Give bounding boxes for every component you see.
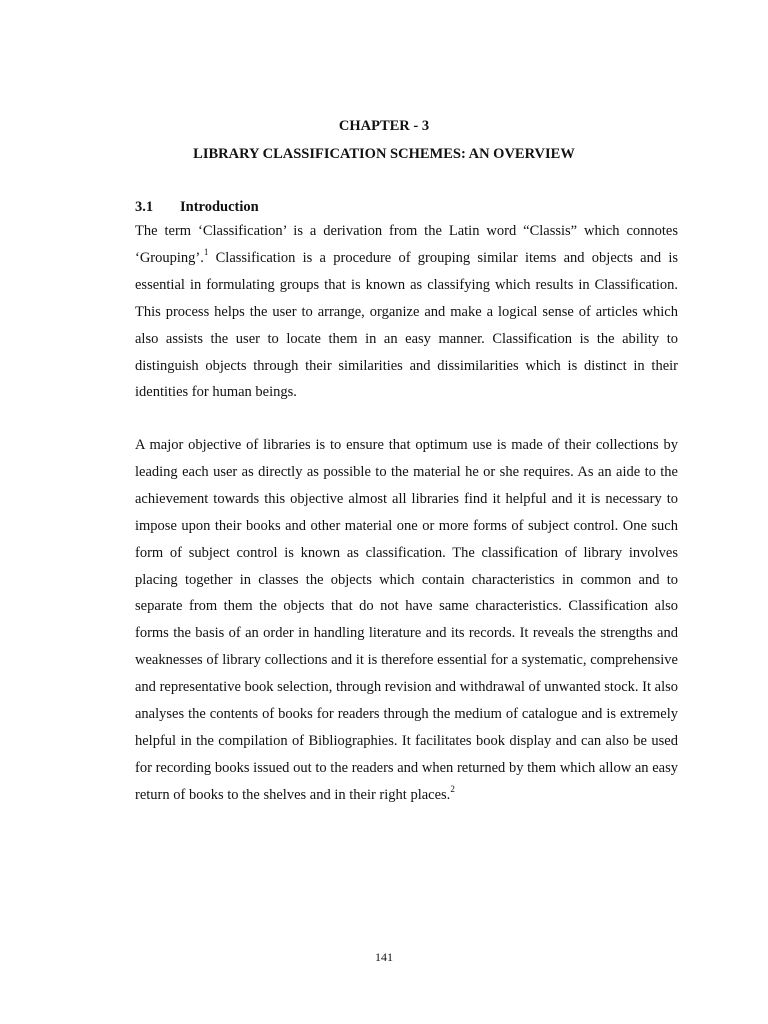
chapter-title: LIBRARY CLASSIFICATION SCHEMES: AN OVERVIEW <box>193 146 575 162</box>
chapter-number: CHAPTER - 3 <box>338 118 430 134</box>
objective-paragraph-text: A major objective of libraries is to ensure that optimum use is made of their collections by leading each user as directly as possible to the material he or she requires. As an aide to the achievement towards this objective almost all libraries find it helpful and it is necessary to impose upon their books and other material one or more forms of subject control. One such form of subject control is known as classification. The classification of library involves placing together in classes the objects which contain characteristics in common and to separate from them the objects that do not have same characteristics. Classification also forms the basis of an order in handling literature and its records. It reveals the strengths and weaknesses of library collections and it is therefore essential for a systematic, comprehensive and representative book selection, through revision and withdrawal of unwanted stock. It also analyses the contents of books for readers through the medium of catalogue and is extremely helpful in the compilation of Bibliographies. It facilitates book display and can also be used for recording books issued out to the readers and when returned by them which allow an easy return of books to the shelves and in their right places. <box>135 437 678 803</box>
section-number: 3.1 <box>135 199 154 215</box>
objective-paragraph <box>135 432 678 809</box>
page-number: 141 <box>375 950 393 964</box>
section-title: Introduction <box>180 199 259 215</box>
footnote-ref-2: 2 <box>450 783 455 794</box>
intro-paragraph-text-start: The term ‘Classification’ is a derivation from the Latin word “Classis” which connotes ‘Grouping’. <box>135 223 678 266</box>
intro-paragraph <box>135 218 678 406</box>
footnote-ref-1: 1 <box>203 247 209 258</box>
intro-paragraph-text-end: Classification is a procedure of grouping similar items and objects and is essential in formulating groups that is known as classifying which results in Classification. This process helps the user to arrange, organize and make a logical sense of articles which also assists the user to locate them in an easy manner. Classification is the ability to distinguish objects through their similarities and dissimilarities which is distinct in their identities for human beings. <box>135 249 678 401</box>
section-heading <box>135 198 259 216</box>
